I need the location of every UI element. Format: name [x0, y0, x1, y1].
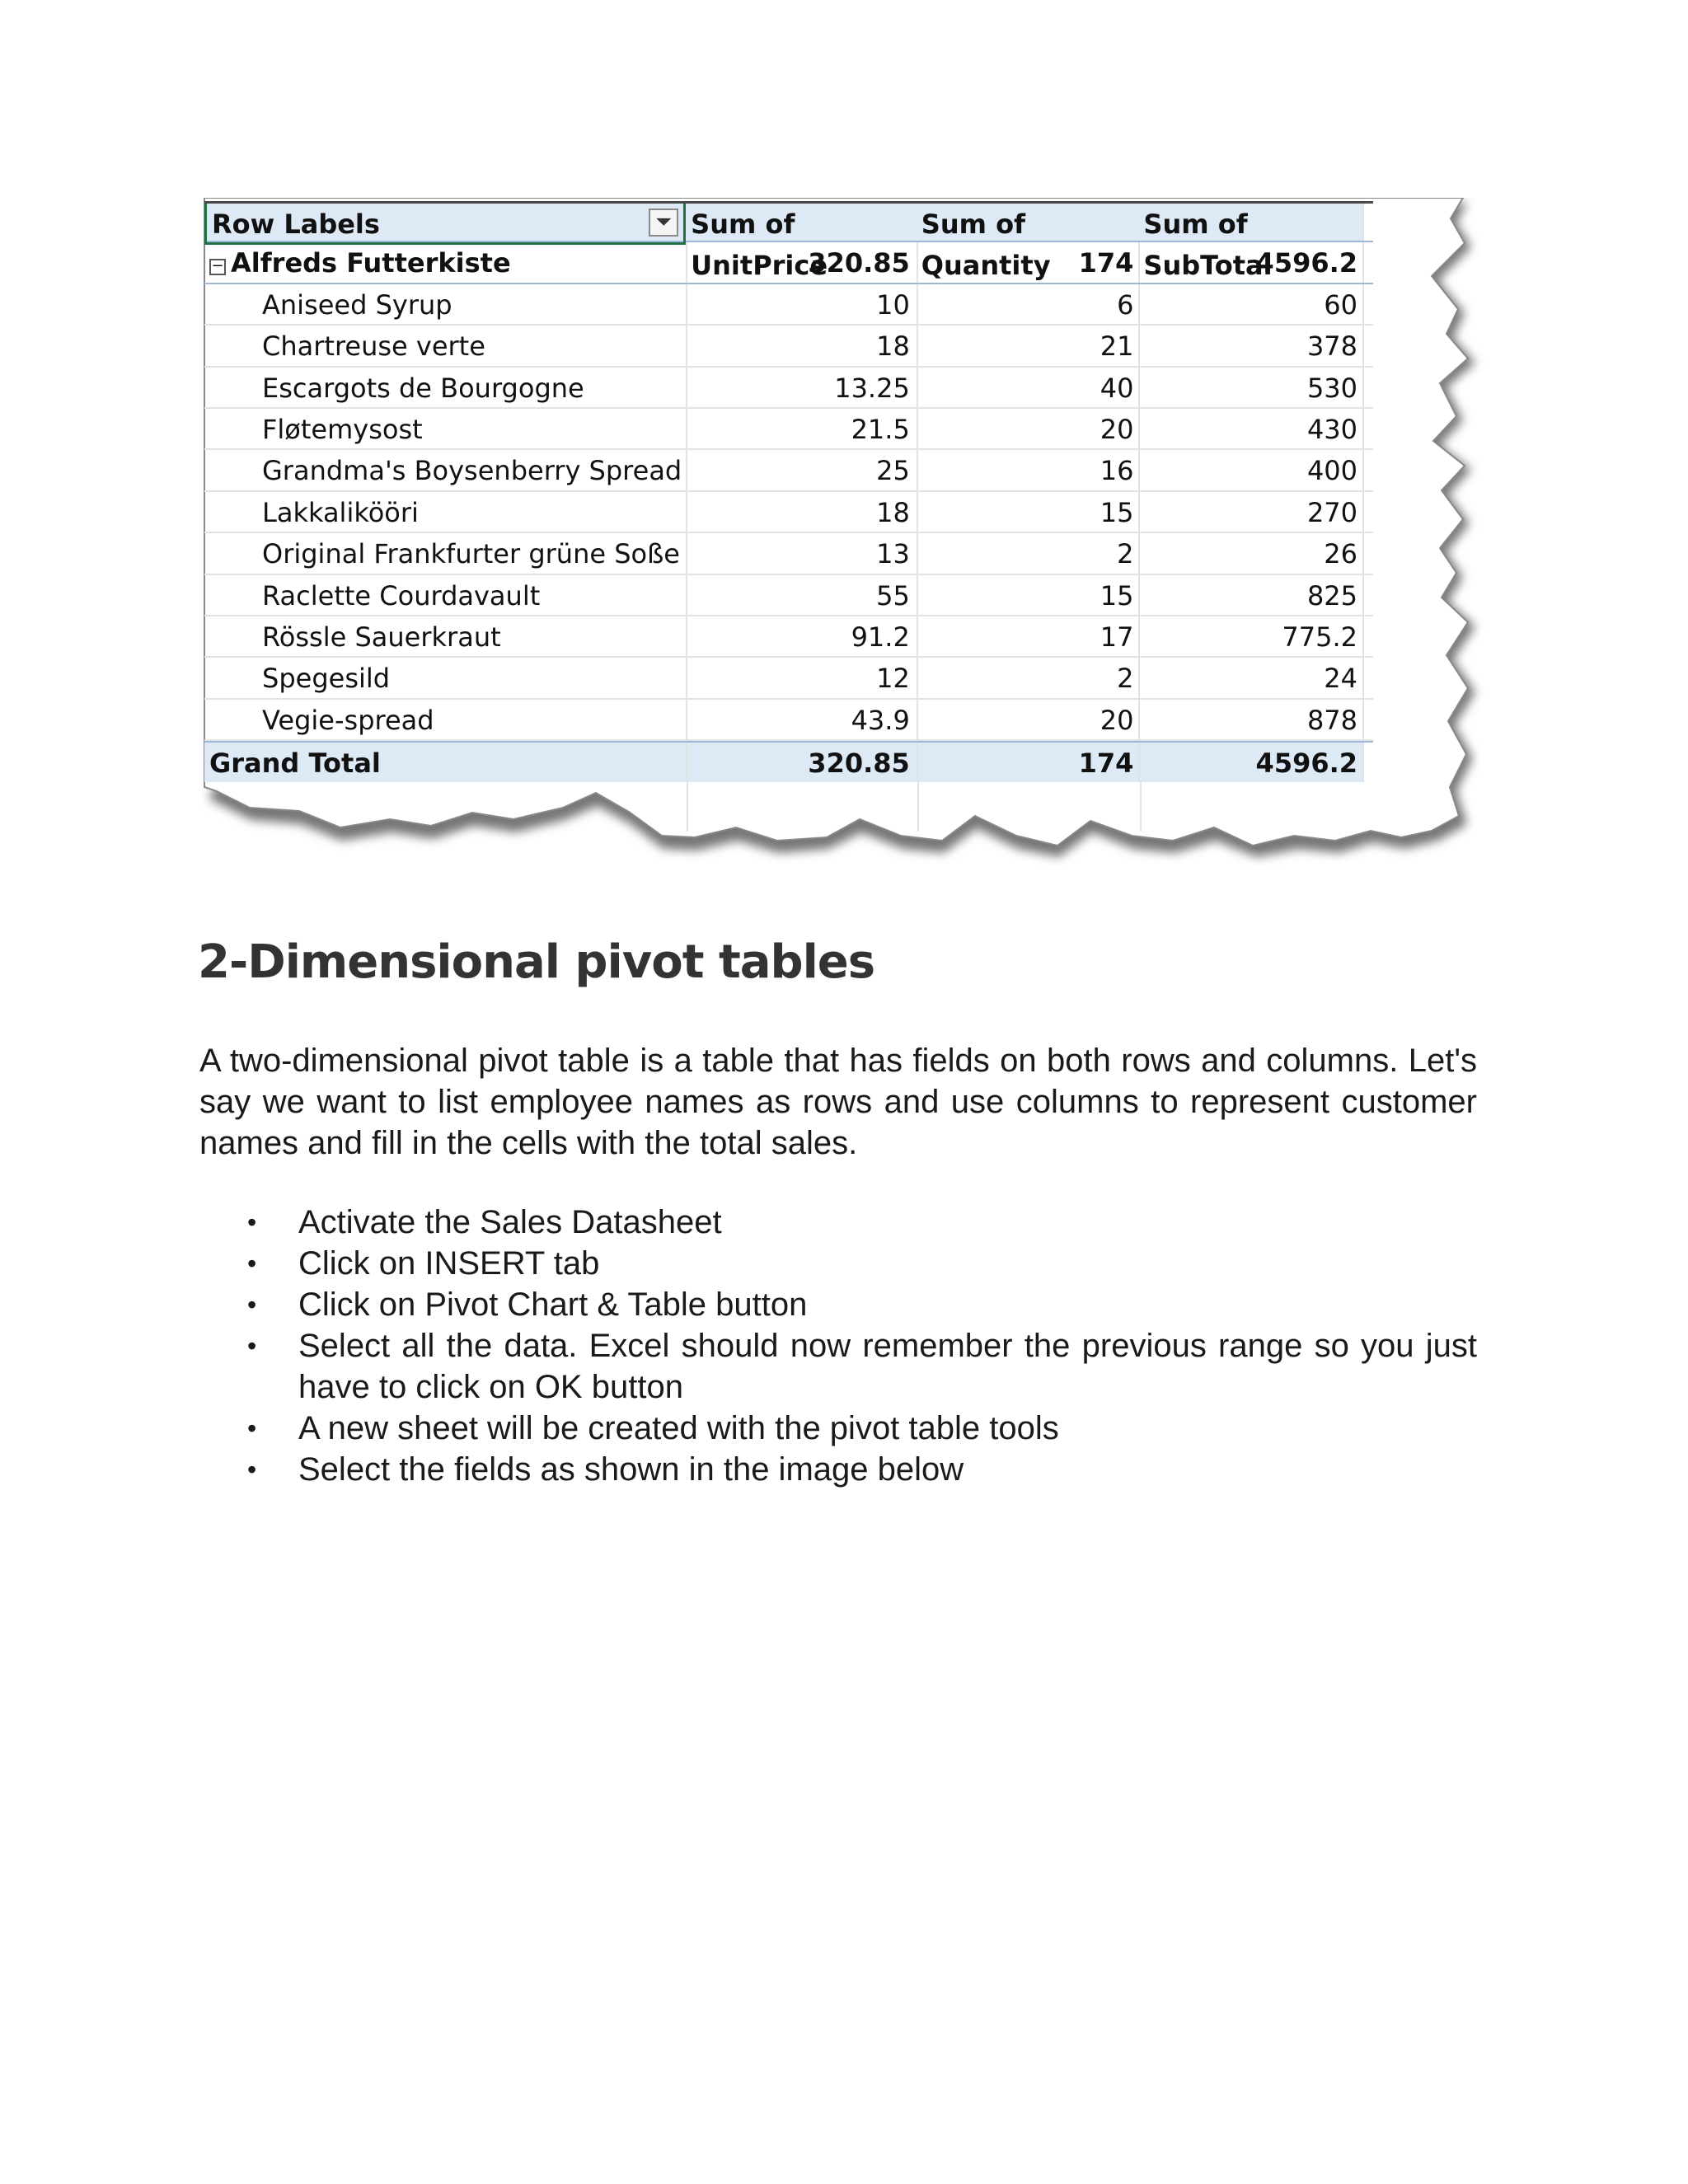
item-unitprice[interactable]: 21.5	[686, 409, 917, 448]
item-label[interactable]: Chartreuse verte	[262, 330, 485, 363]
pivot-item-row	[204, 450, 1373, 491]
pivot-item-row	[204, 575, 1373, 616]
collapse-minus-icon[interactable]: −	[209, 259, 226, 275]
header-sum-unitprice[interactable]: Sum of UnitPrice	[691, 209, 828, 281]
list-item-text: Select all the data. Excel should now remember the previous range so you just have to click on OK button	[298, 1328, 1477, 1405]
bullet-icon: •	[247, 1290, 257, 1319]
empty-cell	[1362, 658, 1373, 697]
item-quantity[interactable]: 20	[917, 700, 1139, 739]
item-subtotal[interactable]: 378	[1138, 326, 1362, 365]
instruction-list	[199, 1202, 1477, 1490]
item-quantity[interactable]: 21	[917, 326, 1139, 365]
item-subtotal[interactable]: 775.2	[1138, 616, 1362, 656]
bullet-icon: •	[247, 1249, 257, 1278]
empty-cell	[1362, 616, 1373, 656]
item-quantity[interactable]: 16	[917, 450, 1139, 490]
section-heading: 2-Dimensional pivot tables	[198, 935, 875, 989]
item-label[interactable]: Raclette Courdavault	[262, 579, 541, 612]
group-subtotal[interactable]: 4596.2	[1138, 242, 1362, 282]
group-label-cell[interactable]	[204, 242, 686, 282]
item-label[interactable]: Grandma's Boysenberry Spread	[262, 455, 682, 487]
item-subtotal[interactable]: 878	[1138, 700, 1362, 739]
empty-cell	[1362, 700, 1373, 739]
item-label[interactable]: Spegesild	[262, 663, 391, 695]
item-quantity[interactable]: 20	[917, 409, 1139, 448]
item-label[interactable]: Original Frankfurter grüne Soße	[262, 538, 680, 570]
item-unitprice[interactable]: 13.25	[686, 368, 917, 407]
empty-cell	[1362, 284, 1373, 324]
pivot-item-row	[204, 700, 1373, 741]
item-unitprice[interactable]: 10	[686, 284, 917, 324]
pivot-item-row	[204, 368, 1373, 409]
group-unitprice[interactable]: 320.85	[686, 242, 917, 282]
grand-total-quantity[interactable]: 174	[917, 743, 1139, 782]
item-quantity[interactable]: 6	[917, 284, 1139, 324]
intro-paragraph: A two-dimensional pivot table is a table that has fields on both rows and columns. Let's say we want to list employee names as rows and use columns to represent customer names and fill in the cells with the total sales.	[199, 1043, 1477, 1161]
pivot-item-row	[204, 533, 1373, 574]
empty-cell	[1362, 575, 1373, 615]
item-quantity[interactable]: 40	[917, 368, 1139, 407]
item-quantity[interactable]: 2	[917, 658, 1139, 697]
list-item	[199, 1449, 1477, 1490]
item-quantity[interactable]: 15	[917, 575, 1139, 615]
item-label[interactable]: Fløtemysost	[262, 413, 423, 445]
header-sum-quantity[interactable]: Sum of Quantity	[921, 209, 1051, 281]
item-quantity[interactable]: 15	[917, 492, 1139, 532]
pivot-item-row	[204, 409, 1373, 450]
empty-cell	[1362, 409, 1373, 448]
item-subtotal[interactable]: 430	[1138, 409, 1362, 448]
list-item-text: Click on INSERT tab	[298, 1245, 600, 1282]
item-unitprice[interactable]: 43.9	[686, 700, 917, 739]
empty-cell	[1362, 204, 1373, 241]
bullet-icon: •	[247, 1331, 257, 1361]
item-label[interactable]: Vegie-spread	[262, 704, 434, 736]
pivot-group-row	[204, 242, 1373, 284]
pivot-item-row	[204, 284, 1373, 326]
item-quantity[interactable]: 17	[917, 616, 1139, 656]
empty-cell	[1362, 326, 1373, 365]
empty-grid-row	[204, 782, 1373, 832]
item-subtotal[interactable]: 60	[1138, 284, 1362, 324]
header-row-labels[interactable]	[204, 204, 686, 245]
item-unitprice[interactable]: 18	[686, 492, 917, 532]
pivot-grand-total-row	[204, 741, 1373, 782]
item-label[interactable]: Escargots de Bourgogne	[262, 372, 584, 404]
empty-cell	[1362, 492, 1373, 532]
list-item-text: Click on Pivot Chart & Table button	[298, 1286, 808, 1323]
item-label[interactable]: Rössle Sauerkraut	[262, 621, 501, 653]
item-unitprice[interactable]: 18	[686, 326, 917, 365]
pivot-item-row	[204, 326, 1373, 367]
item-subtotal[interactable]: 530	[1138, 368, 1362, 407]
filter-dropdown-icon[interactable]: ⏷	[649, 209, 678, 237]
pivot-item-row	[204, 616, 1373, 658]
item-unitprice[interactable]: 13	[686, 533, 917, 573]
item-label[interactable]: Lakkalikööri	[262, 496, 419, 528]
list-item	[199, 1408, 1477, 1449]
item-subtotal[interactable]: 825	[1138, 575, 1362, 615]
empty-cell	[1362, 242, 1373, 282]
group-quantity[interactable]: 174	[917, 242, 1139, 282]
item-unitprice[interactable]: 55	[686, 575, 917, 615]
empty-cell	[1362, 450, 1373, 490]
pivot-table	[204, 201, 1373, 832]
pivot-table-screenshot	[202, 198, 1504, 865]
group-label: Alfreds Futterkiste	[231, 247, 511, 279]
item-quantity[interactable]: 2	[917, 533, 1139, 573]
bullet-icon: •	[247, 1413, 257, 1443]
list-item-text: Select the fields as shown in the image below	[298, 1451, 964, 1488]
pivot-item-row	[204, 492, 1373, 533]
header-row-labels-text: Row Labels	[212, 209, 380, 240]
item-subtotal[interactable]: 24	[1138, 658, 1362, 697]
empty-cell	[1362, 743, 1373, 782]
list-item	[199, 1243, 1477, 1284]
list-item	[199, 1202, 1477, 1243]
list-item-text: A new sheet will be created with the pivot table tools	[298, 1410, 1059, 1446]
list-item	[199, 1325, 1477, 1408]
item-subtotal[interactable]: 26	[1138, 533, 1362, 573]
item-label[interactable]: Aniseed Syrup	[262, 288, 452, 321]
pivot-item-row	[204, 658, 1373, 699]
header-sum-subtotal[interactable]: Sum of SubTotal	[1143, 209, 1273, 281]
grand-total-label[interactable]: Grand Total	[209, 748, 381, 780]
item-subtotal[interactable]: 400	[1138, 450, 1362, 490]
bullet-icon: •	[247, 1455, 257, 1484]
item-unitprice[interactable]: 25	[686, 450, 917, 490]
empty-cell	[1362, 533, 1373, 573]
item-subtotal[interactable]: 270	[1138, 492, 1362, 532]
grand-total-subtotal[interactable]: 4596.2	[1138, 743, 1362, 782]
item-unitprice[interactable]: 12	[686, 658, 917, 697]
item-unitprice[interactable]: 91.2	[686, 616, 917, 656]
list-item	[199, 1284, 1477, 1325]
grand-total-unitprice[interactable]: 320.85	[686, 743, 917, 782]
list-item-text: Activate the Sales Datasheet	[298, 1204, 722, 1240]
bullet-icon: •	[247, 1207, 257, 1237]
empty-cell	[1362, 368, 1373, 407]
